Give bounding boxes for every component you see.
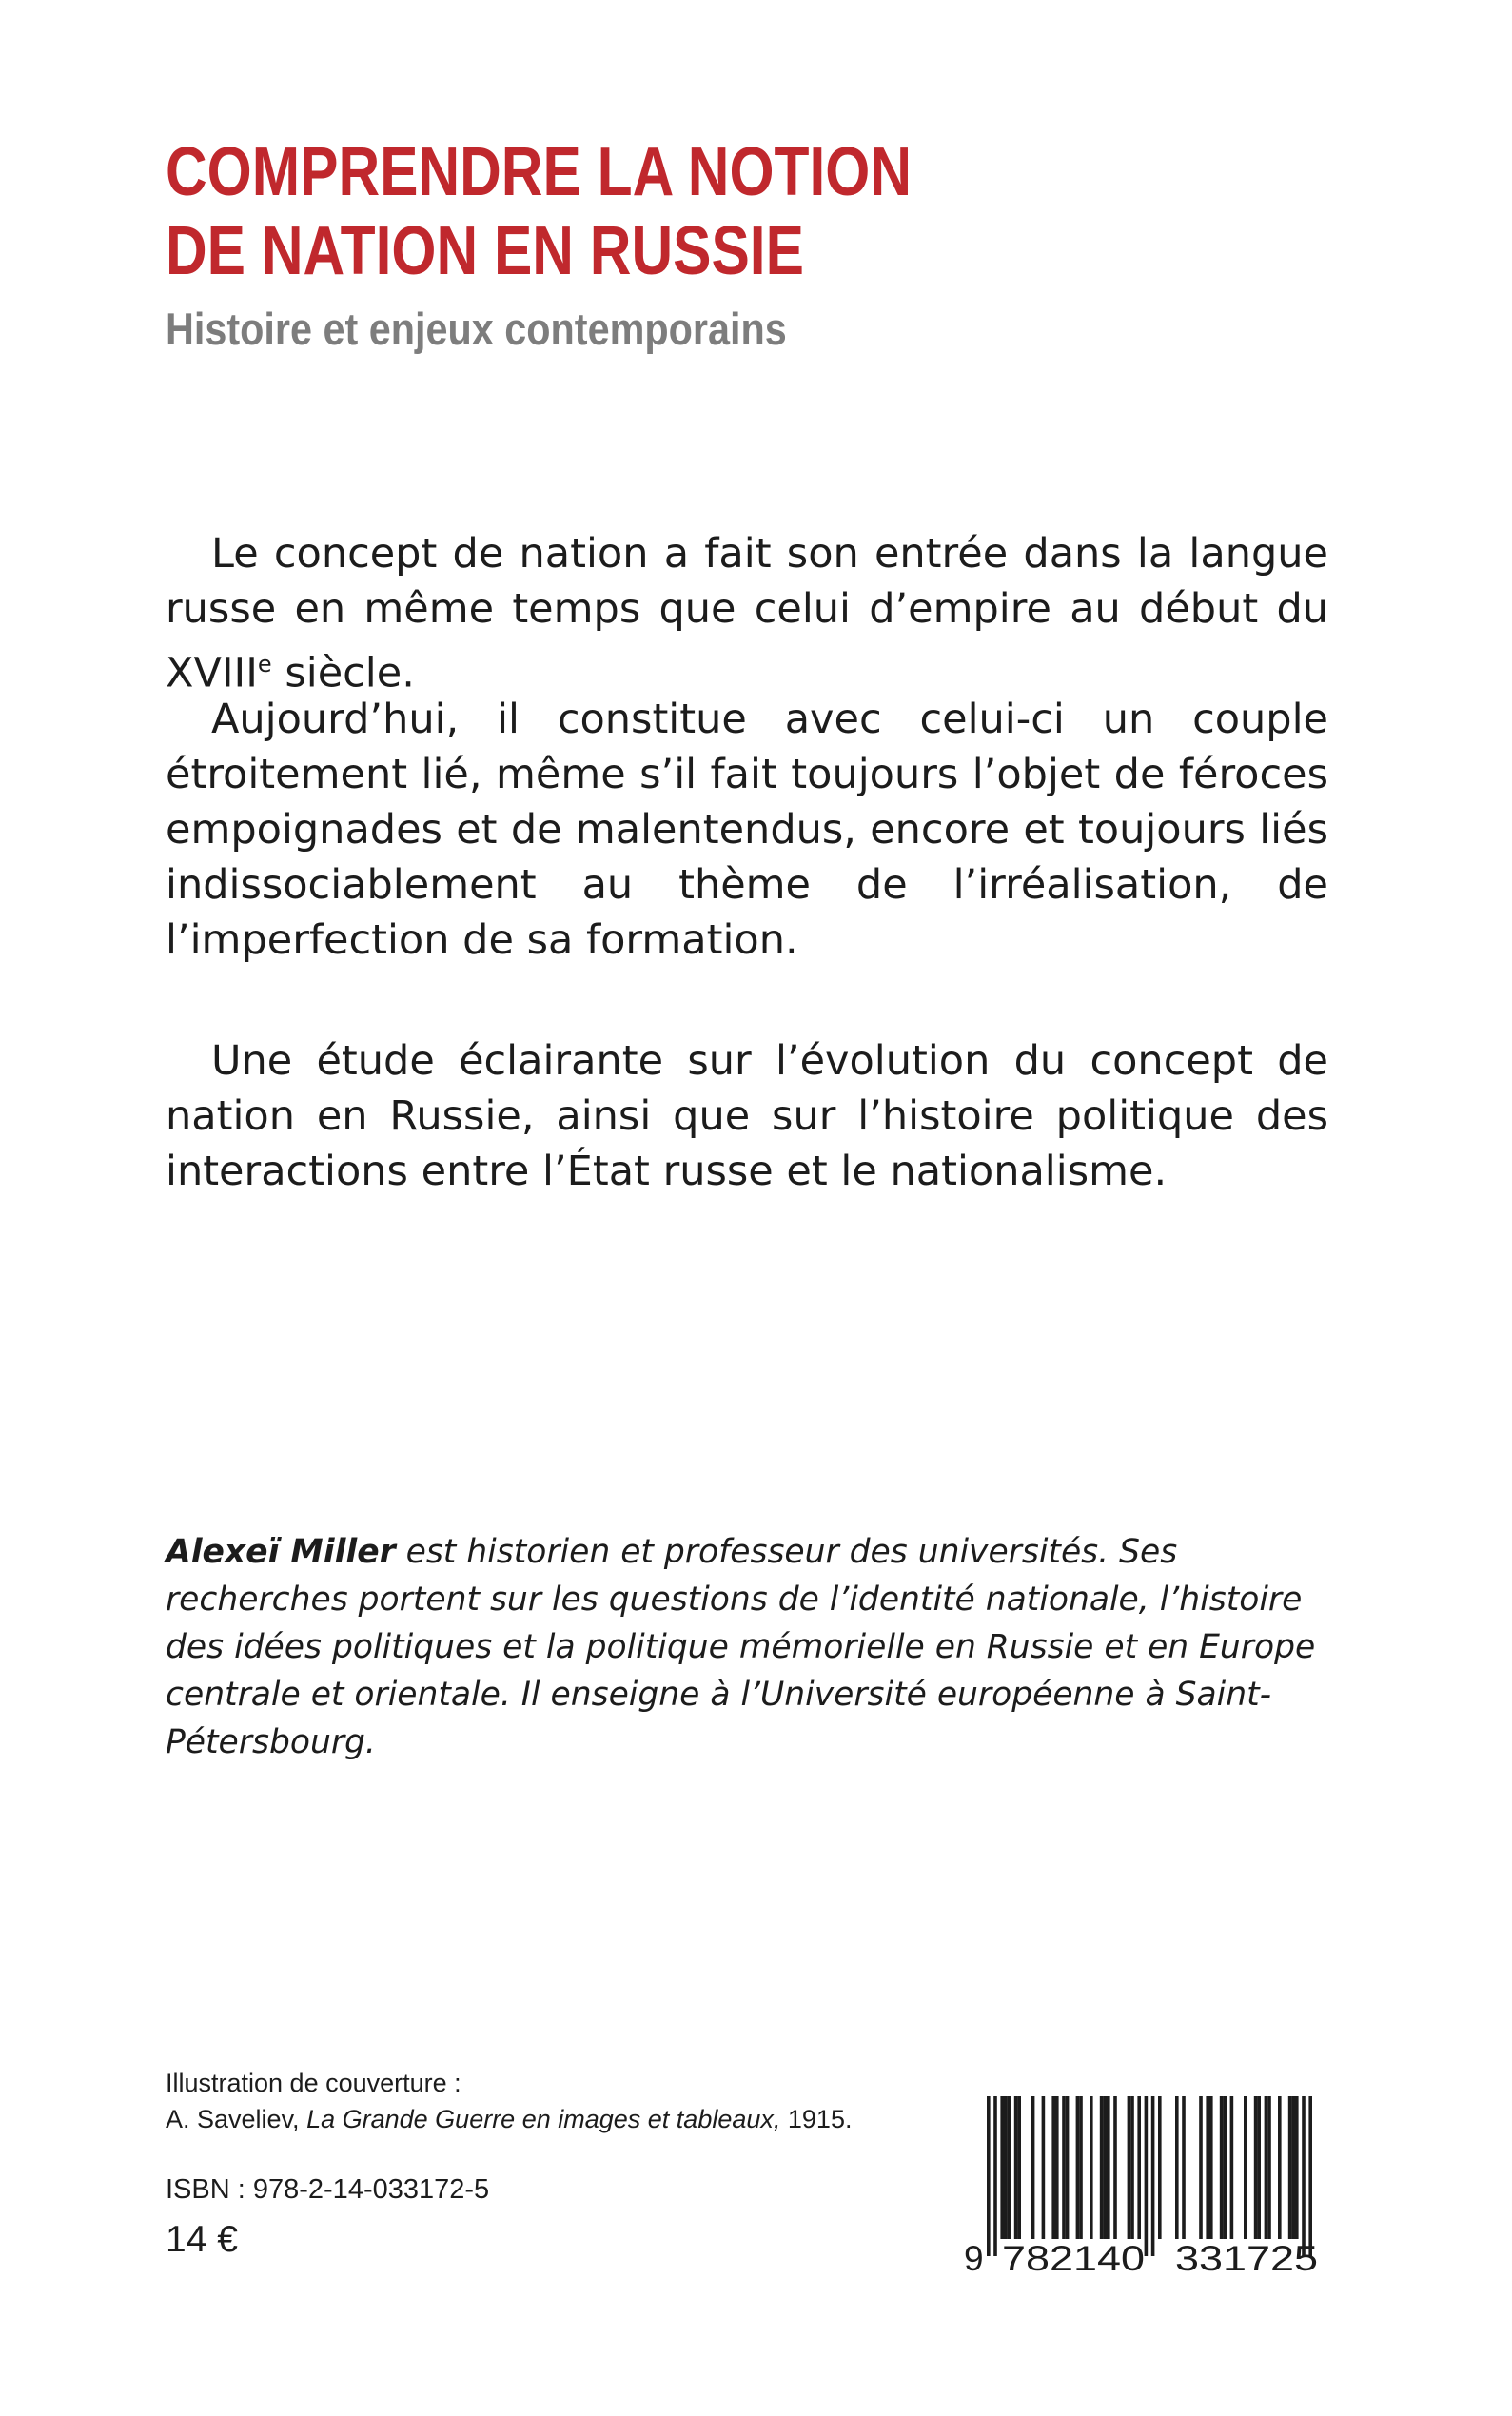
blurb-p2-text: Aujourd’hui, il constitue avec celui-ci un couple étroitement lié, même s’il fait toujours l’objet de féroces empoignades et de malentendus, encore et toujours liés indissociablement au thème de l’irréalisation, de l’imperfection de sa formation. — [166, 696, 1328, 964]
barcode-bar — [1220, 2096, 1224, 2239]
barcode-bar — [1288, 2096, 1292, 2239]
price: 14 € — [166, 2219, 238, 2260]
barcode-bar — [1295, 2096, 1299, 2239]
barcode-bar — [1199, 2096, 1203, 2239]
barcode-left-digits: 782140 — [1002, 2239, 1145, 2277]
author-bio — [166, 1528, 1328, 1766]
barcode-bar — [1113, 2096, 1117, 2239]
book-subtitle: Histoire et enjeux contemporains — [166, 304, 787, 354]
barcode-bar — [1175, 2096, 1179, 2239]
blurb-paragraph-2 — [166, 692, 1328, 968]
blurb-paragraph-3 — [166, 1033, 1328, 1199]
barcode-right-digits: 331725 — [1175, 2239, 1318, 2277]
book-title — [166, 133, 1045, 291]
barcode-guard-bar — [1145, 2096, 1149, 2256]
isbn-barcode — [964, 2096, 1345, 2277]
barcode-bar — [1076, 2096, 1080, 2239]
author-bio-text: est historien et professeur des universités. Ses recherches portent sur les questions de l’identité nationale, l’histoire des idées politiques et la politique mémorielle en Russie et en Europe centrale et orientale. Il enseigne à l’Université européenne à Saint-Pétersbourg. — [166, 1533, 1316, 1761]
author-name: Alexeï Miller — [166, 1533, 396, 1571]
barcode-bar — [1066, 2096, 1070, 2239]
barcode-bar — [1230, 2096, 1234, 2239]
barcode-bar — [1017, 2096, 1021, 2239]
blurb-paragraph-1 — [166, 526, 1328, 700]
barcode-bar — [1051, 2096, 1055, 2239]
barcode-bar — [1008, 2096, 1011, 2239]
barcode-bar — [1257, 2096, 1261, 2239]
credits-work-title: La Grande Guerre en images et tableaux, — [306, 2105, 781, 2133]
barcode-bar — [1100, 2096, 1104, 2239]
barcode-guard-bar — [1151, 2096, 1155, 2256]
blurb-p1-text: Le concept de nation a fait son entrée dans la langue russe en même temps que celui d’empire au début du XVIII — [166, 530, 1328, 697]
barcode-bar — [1031, 2096, 1035, 2239]
barcode-bar — [1103, 2096, 1107, 2239]
barcode-bar — [1042, 2096, 1046, 2239]
barcode-bar — [1254, 2096, 1258, 2239]
barcode-bar — [1004, 2096, 1008, 2239]
barcode-bar — [1244, 2096, 1247, 2239]
barcode-bar — [1090, 2096, 1093, 2239]
barcode-guard-bar — [1302, 2096, 1306, 2256]
barcode-bar — [1206, 2096, 1209, 2239]
barcode-bar — [1223, 2096, 1227, 2239]
barcode-bar — [1209, 2096, 1213, 2239]
barcode-bar — [1055, 2096, 1059, 2239]
barcode-bar — [1137, 2096, 1141, 2239]
barcode-bar — [1062, 2096, 1066, 2239]
credits-artist: A. Saveliev, — [166, 2105, 307, 2133]
barcode-graphic — [964, 2096, 1345, 2277]
barcode-bar — [1291, 2096, 1295, 2239]
century-superscript: e — [257, 651, 272, 678]
credits-year: 1915. — [780, 2105, 853, 2133]
blurb-p1-end: siècle. — [271, 649, 415, 697]
barcode-bar — [1267, 2096, 1271, 2239]
barcode-bar — [1265, 2096, 1268, 2239]
credits-label: Illustration de couverture : — [166, 2069, 461, 2097]
barcode-bar — [1158, 2096, 1162, 2239]
barcode-bars — [987, 2096, 1312, 2256]
barcode-bar — [1079, 2096, 1083, 2239]
barcode-bar — [1278, 2096, 1282, 2239]
barcode-bar — [1128, 2096, 1131, 2239]
barcode-first-digit: 9 — [964, 2239, 984, 2277]
book-title-line-1: COMPRENDRE LA NOTION — [166, 134, 912, 210]
barcode-bar — [1000, 2096, 1004, 2239]
barcode-bar — [1182, 2096, 1186, 2239]
isbn: ISBN : 978-2-14-033172-5 — [166, 2174, 490, 2205]
barcode-bar — [1130, 2096, 1134, 2239]
book-title-line-2: DE NATION EN RUSSIE — [166, 213, 804, 289]
barcode-guard-bar — [993, 2096, 997, 2256]
barcode-guard-bar — [987, 2096, 991, 2256]
barcode-bar — [1014, 2096, 1018, 2239]
barcode-bar — [1107, 2096, 1110, 2239]
illustration-credits — [166, 2065, 852, 2137]
credits-line — [166, 2101, 852, 2137]
blurb-p3-text: Une étude éclairante sur l’évolution du concept de nation en Russie, ainsi que sur l’histoire politique des interactions entre l’État russe et le nationalisme. — [166, 1037, 1328, 1195]
barcode-guard-bar — [1308, 2096, 1312, 2256]
